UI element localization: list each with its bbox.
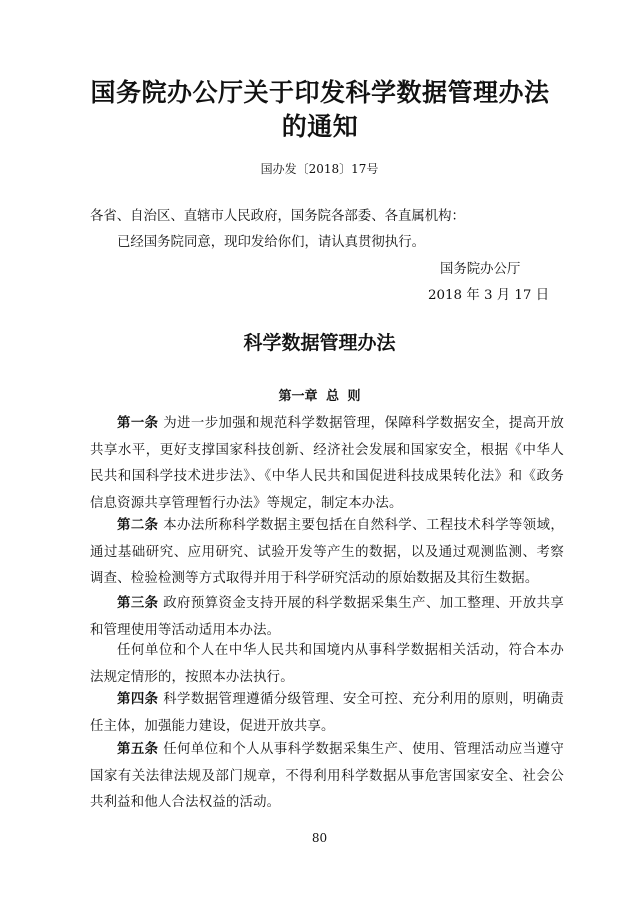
article-label: 第四条 — [117, 692, 159, 707]
page-number: 80 — [311, 831, 328, 845]
notice-title: 国务院办公厅关于印发科学数据管理办法的通知 — [90, 78, 550, 141]
article-text: 政府预算资金支持开展的科学数据采集生产、加工整理、开放共享和管理使用等活动适用本办法。 — [90, 596, 564, 638]
article-2 — [90, 513, 564, 593]
article-label: 第三条 — [117, 596, 159, 611]
issue-date: 2018 年 3 月 17 日 — [428, 288, 550, 303]
article-text: 任何单位和个人从事科学数据采集生产、使用、管理活动应当遵守国家有关法律法规及部门规章，不得利用科学数据从事危害国家安全、社会公共利益和他人合法权益的活动。 — [90, 742, 564, 810]
regulation-title: 科学数据管理办法 — [243, 332, 396, 354]
article-5 — [90, 737, 564, 817]
article-3-paragraph-2 — [90, 638, 564, 691]
article-4 — [90, 687, 564, 740]
article-text: 本办法所称科学数据主要包括在自然科学、工程技术科学等领域，通过基础研究、应用研究、试验开发等产生的数据，以及通过观测监测、考察调查、检验检测等方式取得并用于科学研究活动的原始数据及其衍生数据。 — [90, 518, 564, 586]
issuer: 国务院办公厅 — [440, 262, 521, 277]
article-label: 第五条 — [117, 742, 159, 757]
addressees: 各省、自治区、直辖市人民政府，国务院各部委、各直属机构： — [90, 209, 465, 224]
chapter-heading: 第一章 总 则 — [278, 389, 361, 404]
article-text: 为进一步加强和规范科学数据管理，保障科学数据安全，提高开放共享水平，更好支撑国家科技创新、经济社会发展和国家安全，根据《中华人民共和国科学技术进步法》、《中华人民共和国促进科技成果转化法》和《政务信息资源共享管理暂行办法》等规定，制定本办法。 — [90, 416, 564, 511]
document-number: 国办发〔2018〕17号 — [260, 162, 379, 176]
article-label: 第一条 — [117, 416, 159, 431]
article-text: 科学数据管理遵循分级管理、安全可控、充分利用的原则，明确责任主体，加强能力建设，促进开放共享。 — [90, 692, 564, 734]
article-3 — [90, 591, 564, 644]
notice-body: 已经国务院同意，现印发给你们，请认真贯彻执行。 — [117, 235, 425, 250]
article-1 — [90, 411, 564, 517]
article-text: 任何单位和个人在中华人民共和国境内从事科学数据相关活动，符合本办法规定情形的，按照本办法执行。 — [90, 643, 564, 685]
article-label: 第二条 — [117, 518, 159, 533]
